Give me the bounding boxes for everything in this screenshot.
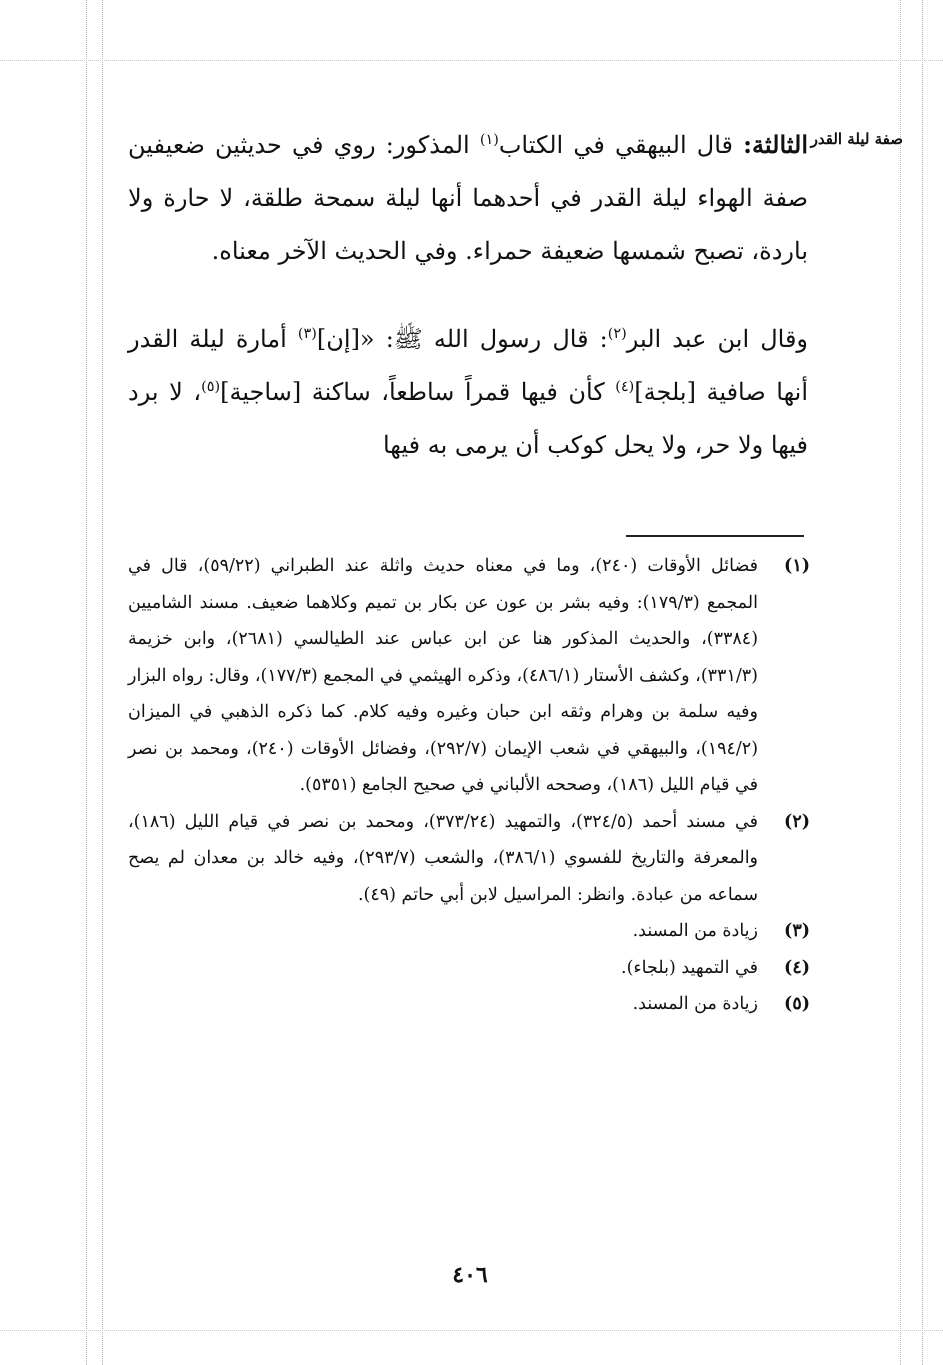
footnote-2 <box>128 804 810 914</box>
running-head: صفة ليلة القدر <box>810 130 903 148</box>
footnote-3 <box>128 913 810 950</box>
footnote-4 <box>128 950 810 987</box>
main-text <box>128 118 808 472</box>
footnote-text: في مسند أحمد (٣٢٤/٥)، والتمهيد (٣٧٣/٢٤)، ومحمد بن نصر في قيام الليل (١٨٦)، والمعرفة والتاريخ للفسوي (٣٨٦/١)، والشعب (٢٩٣/٧)، وفيه خالد بن معدان لم يصح سماعه من عبادة. وانظر: المراسيل لابن أبي حاتم (٤٩). <box>128 811 759 905</box>
footnotes <box>128 548 810 1023</box>
footnote-text: زيادة من المسند. <box>632 994 758 1014</box>
page-number: ٤٠٦ <box>452 1262 488 1288</box>
paragraph-2-text-c: أمارة ليلة القدر أنها صافية [بلجة] <box>128 325 808 406</box>
paragraph-2 <box>128 313 808 472</box>
footnote-ref-5[interactable]: (٥) <box>201 379 221 395</box>
footnote-ref-4[interactable]: (٤) <box>615 379 635 395</box>
footnote-ref-3[interactable]: (٣) <box>297 326 317 342</box>
footnote-5 <box>128 986 810 1023</box>
footnote-ref-1[interactable]: (١) <box>479 132 499 148</box>
footnote-1 <box>128 548 810 804</box>
footnote-number: (١) <box>784 556 810 576</box>
paragraph-1-text-b: المذكور: روي في حديثين ضعيفين صفة الهواء ليلة القدر في أحدهما أنها ليلة سمحة طلقة، لا حارة ولا باردة، تصبح شمسها ضعيفة حمراء. وفي الحديث الآخر معناه. <box>128 131 808 265</box>
footnote-text: في التمهيد (بلجاء). <box>621 957 758 978</box>
paragraph-1-text-a: قال البيهقي في الكتاب <box>498 131 744 159</box>
footnote-text: فضائل الأوقات (٢٤٠)، وما في معناه حديث واثلة عند الطبراني (٥٩/٢٢)، قال في المجمع (١٧٩/٣): وفيه بشر بن عون عن بكار بن تميم وكلاهما ضعيف. مسند الشاميين (٣٣٨٤)، والحديث المذكور هنا عن ابن عباس عند الطيالسي (٢٦٨١)، وابن خزيمة (٣٣١/٣)، وكشف الأستار (٤٨٦/١)، وذكره الهيثمي في المجمع (١٧٧/٣)، وقال: رواه البزار وفيه سلمة بن وهرام وثقه ابن حبان وغيره وفيه كلام. كما ذكره الذهبي في الميزان (١٩٤/٢)، والبيهقي في شعب الإيمان (٢٩٢/٧)، وفضائل الأوقات (٢٤٠)، ومحمد بن نصر في قيام الليل (١٨٦)، وصححه الألباني في صحيح الجامع (٥٣٥١). <box>128 556 759 795</box>
paragraph-2-text-e: ، لا برد فيها ولا حر، ولا يحل كوكب أن يرمى به فيها <box>128 378 808 459</box>
footnote-text: زيادة من المسند. <box>632 921 758 941</box>
paragraph-lead: الثالثة: <box>743 130 808 159</box>
footnote-number: (٣) <box>784 921 810 941</box>
footnote-separator <box>626 535 804 537</box>
paragraph-1 <box>128 118 808 278</box>
paragraph-2-text-d: كأن فيها قمراً ساطعاً، ساكنة [ساجية] <box>220 378 616 406</box>
footnote-number: (٢) <box>784 811 810 832</box>
paragraph-2-text-a: وقال ابن عبد البر <box>626 325 809 353</box>
paragraph-2-text-b: : قال رسول الله ﷺ: «[إن] <box>316 325 608 353</box>
footnote-number: (٥) <box>784 994 810 1014</box>
footnote-ref-2[interactable]: (٢) <box>607 326 627 342</box>
footnote-number: (٤) <box>784 957 810 978</box>
